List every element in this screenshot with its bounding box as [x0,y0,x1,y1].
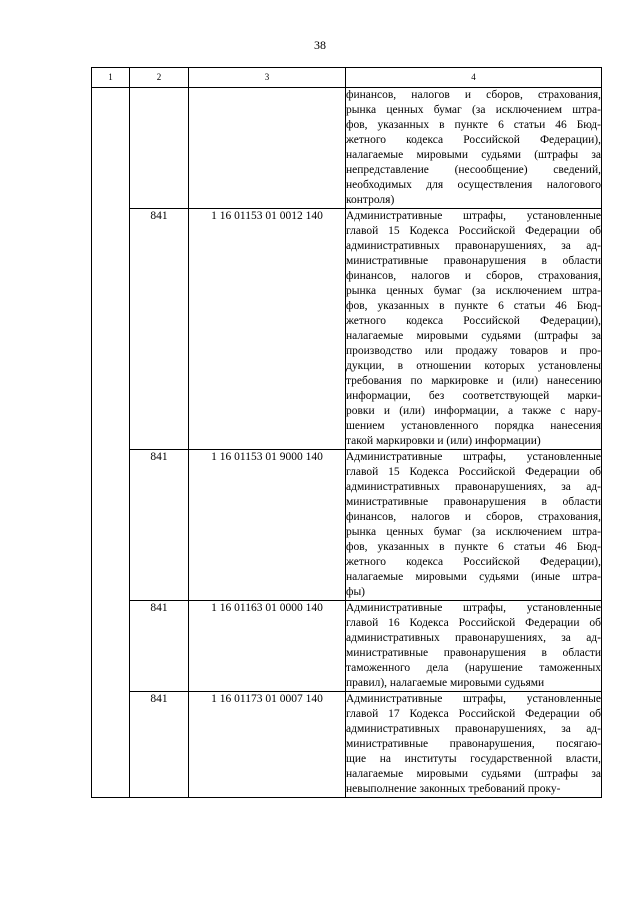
description-line: ровки и (или) информации, а также с нару- [346,405,601,417]
description-line: административных правонарушениях, за ад- [346,240,601,252]
admin-code-cell: 841 [130,601,189,692]
description-line: фов, указанных в пункте 6 статьи 46 Бюд- [346,119,601,131]
column-1-cell [92,88,130,798]
description-line: министративные правонарушения в области [346,647,601,659]
budget-code-cell: 1 16 01153 01 9000 140 [189,450,346,601]
description-line: налагаемые мировыми судьями (штрафы за [346,768,601,780]
description-line: дукции, в отношении которых установлены [346,360,601,372]
description-line: производство или продажу товаров и про- [346,345,601,357]
description-line: непредставление (несообщение) сведений, [346,164,601,176]
budget-code-cell: 1 16 01153 01 0012 140 [189,209,346,450]
budget-code-cell [189,88,346,209]
description-line: такой маркировки и (или) информации) [346,435,541,447]
description-line: финансов, налогов и сборов, страхования, [346,89,601,101]
description-line: рынка ценных бумаг (за исключением штра- [346,285,601,297]
description-line: Административные штрафы, установленные [346,210,601,222]
description-line: фов, указанных в пункте 6 статьи 46 Бюд- [346,541,601,553]
description-line: Административные штрафы, установленные [346,451,601,463]
description-line: Административные штрафы, установленные [346,693,601,705]
description-line: финансов, налогов и сборов, страхования, [346,270,601,282]
description-line: шением установленного порядка нанесения [346,420,601,432]
description-line: рынка ценных бумаг (за исключением штра- [346,526,601,538]
description-line: главой 15 Кодекса Российской Федерации об [346,466,601,478]
description-cell [346,601,602,692]
description-line: информации, без соответствующей марки- [346,390,601,402]
description-line: Административные штрафы, установленные [346,602,601,614]
description-line: правил), налагаемые мировыми судьями [346,677,545,689]
description-line: главой 16 Кодекса Российской Федерации об [346,617,601,629]
description-cell [346,88,602,209]
description-line: налагаемые мировыми судьями (штрафы за [346,149,601,161]
admin-code-cell: 841 [130,692,189,798]
budget-code-cell: 1 16 01163 01 0000 140 [189,601,346,692]
table-row [92,209,602,450]
admin-code-cell [130,88,189,209]
description-line: невыполнение законных требований проку- [346,783,561,795]
description-cell [346,450,602,601]
description-line: налагаемые мировыми судьями (штрафы за [346,330,601,342]
description-line: фов, указанных в пункте 6 статьи 46 Бюд- [346,300,601,312]
description-line: жетного кодекса Российской Федерации), [346,556,601,568]
description-line: главой 17 Кодекса Российской Федерации об [346,708,601,720]
admin-code-cell: 841 [130,209,189,450]
column-header-2: 2 [130,68,189,88]
description-line: таможенного дела (нарушение таможенных [346,662,601,674]
description-line: финансов, налогов и сборов, страхования, [346,511,601,523]
description-line: контроля) [346,194,395,206]
budget-code-cell: 1 16 01173 01 0007 140 [189,692,346,798]
table-header-row [92,68,602,88]
description-line: министративные правонарушения, посягаю- [346,738,601,750]
admin-code-cell: 841 [130,450,189,601]
description-line: фы) [346,586,366,598]
description-line: жетного кодекса Российской Федерации), [346,315,601,327]
column-header-4: 4 [346,68,602,88]
description-line: налагаемые мировыми судьями (иные штра- [346,571,601,583]
description-line: министративные правонарушения в области [346,496,601,508]
description-line: щие на институты государственной власти, [346,753,601,765]
description-line: главой 15 Кодекса Российской Федерации об [346,225,601,237]
table-row [92,88,602,209]
description-cell [346,692,602,798]
description-line: требования по маркировке и (или) нанесению [346,375,601,387]
description-line: административных правонарушениях, за ад- [346,632,601,644]
table-row [92,692,602,798]
description-line: административных правонарушениях, за ад- [346,481,601,493]
description-cell [346,209,602,450]
description-line: жетного кодекса Российской Федерации), [346,134,601,146]
page-number: 38 [314,38,326,52]
description-line: министративные правонарушения в области [346,255,601,267]
column-header-1: 1 [92,68,130,88]
budget-classification-table [91,67,602,798]
description-line: необходимых для осуществления налогового [346,179,601,191]
table-row [92,450,602,601]
description-line: рынка ценных бумаг (за исключением штра- [346,104,601,116]
table-row [92,601,602,692]
description-line: административных правонарушениях, за ад- [346,723,601,735]
column-header-3: 3 [189,68,346,88]
